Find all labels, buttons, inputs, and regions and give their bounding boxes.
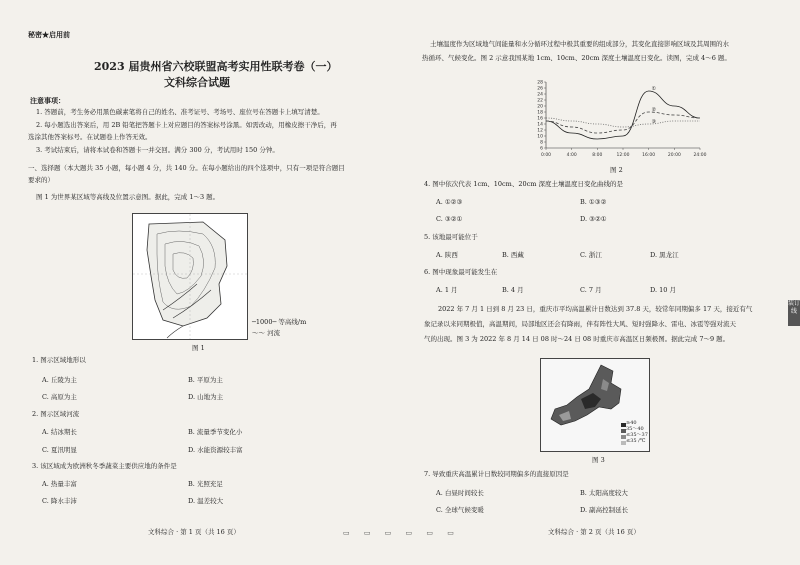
q2-option-c[interactable]: C. 夏汛明显 [42, 446, 77, 454]
note-2b: 选涂其他答案标号。在试题卷上作答无效。 [28, 133, 152, 141]
note-2: 2. 每小题选出答案后，用 2B 铅笔把答题卡上对应题目的答案标号涂黑。如需改动，用橡皮擦干净后，再 [36, 121, 337, 129]
q7-option-b[interactable]: B. 太阳高度较大 [580, 489, 628, 497]
passage-2-cont: 象记录以来同期极值，高温期间，局部地区还会有降雨，伴有阵性大风、短时强降水、雷电、冰雹等强对流天 [424, 320, 736, 328]
x-tick-label: 24:00 [693, 153, 707, 158]
passage-1: 土壤温度作为区域地气间能量和水分循环过程中极其重要的组成部分，其变化直接影响区域及其周围的水 [430, 40, 729, 48]
q3-option-d[interactable]: D. 温差较大 [188, 497, 224, 505]
fig1-caption: 图 1 [192, 344, 205, 352]
page-1 [12, 0, 402, 565]
q2-option-d[interactable]: D. 水能资源较丰富 [188, 446, 243, 454]
q2-option-a[interactable]: A. 结冰期长 [42, 428, 77, 436]
q7-option-c[interactable]: C. 全球气候变暖 [436, 506, 484, 514]
fig2-chart [524, 76, 710, 164]
q3-option-b[interactable]: B. 光照充足 [188, 480, 223, 488]
x-tick-label: 12:00 [616, 153, 630, 158]
question-2: 2. 图示区域河流 [32, 410, 80, 418]
y-tick-label: 28 [537, 80, 543, 86]
y-tick-label: 6 [540, 146, 543, 152]
x-tick-label: 0:00 [540, 153, 552, 158]
section-1-header-cont: 要求的） [28, 176, 54, 184]
q6-option-d[interactable]: D. 10 月 [650, 286, 676, 294]
question-1: 1. 图示区域地形以 [32, 356, 86, 364]
question-4: 4. 图中依次代表 1cm、10cm、20cm 深度土壤温度日变化曲线的是 [424, 180, 623, 188]
y-tick-label: 18 [537, 110, 543, 116]
q1-option-a[interactable]: A. 丘陵为主 [42, 376, 77, 384]
page-1-footer: 文科综合 · 第 1 页（共 16 页） [148, 528, 240, 536]
q5-option-d[interactable]: D. 黑龙江 [650, 251, 679, 259]
y-tick-label: 24 [537, 92, 543, 98]
y-tick-label: 26 [537, 86, 543, 92]
question-5: 5. 该地最可能位于 [424, 233, 478, 241]
fig3-caption: 图 3 [592, 456, 605, 464]
q4-option-b[interactable]: B. ①③② [580, 198, 607, 206]
note-3: 3. 考试结束后，请将本试卷和答题卡一并交回。满分 300 分，考试用时 150 分钟。 [36, 146, 279, 154]
q3-option-a[interactable]: A. 热量丰富 [42, 480, 77, 488]
q7-option-d[interactable]: D. 副高控制延长 [580, 506, 629, 514]
section-1-header: 一、选择题（本大题共 35 小题，每小题 4 分，共 140 分。在每小题给出的四个选项中，只有一项是符合题目 [28, 164, 345, 172]
question-7: 7. 导致重庆高温累计日数较同期偏多的直接原因是 [424, 470, 569, 478]
q7-option-a[interactable]: A. 白昼时间较长 [436, 489, 484, 497]
q5-option-a[interactable]: A. 陕西 [436, 251, 458, 259]
exam-subtitle: 文科综合试题 [164, 76, 230, 89]
q5-option-b[interactable]: B. 西藏 [502, 251, 524, 259]
secret-mark: 秘密★启用前 [28, 30, 70, 39]
question-3: 3. 该区域成为欧洲秋冬季蔬菜主要供应地的条件是 [32, 462, 177, 470]
q1-option-d[interactable]: D. 山地为主 [188, 393, 224, 401]
binding-tab: 装订线 [788, 300, 800, 326]
fig3-legend-2: 35～40 [626, 426, 644, 432]
y-tick-label: 16 [537, 116, 543, 122]
fig1-legend-contour: ─1000─ 等高线/m [252, 318, 307, 326]
x-tick-label: 8:00 [592, 153, 603, 158]
fig3-legend-3: ≤35～37 [626, 432, 648, 438]
q6-option-c[interactable]: C. 7 月 [580, 286, 602, 294]
q3-option-c[interactable]: C. 降水丰沛 [42, 497, 77, 505]
q6-option-a[interactable]: A. 1 月 [436, 286, 458, 294]
fig1-contour-map [132, 213, 248, 340]
series-line-2 [546, 112, 700, 133]
passage-2: 2022 年 7 月 1 日到 8 月 23 日，重庆市平均高温累计日数达到 37.8 天，较常年同期偏多 17 天，接近有气 [438, 305, 753, 313]
y-tick-label: 20 [537, 104, 543, 110]
q2-option-b[interactable]: B. 流量季节变化小 [188, 428, 243, 436]
y-tick-label: 14 [537, 122, 543, 128]
q4-option-d[interactable]: D. ③②① [580, 215, 607, 223]
passage-2-cont-2: 气的出现。图 3 为 2022 年 8 月 14 日 08 时～24 日 08 时重庆市高温区日频极图。据此完成 7～9 题。 [424, 335, 730, 343]
series-label-1: ① [651, 86, 657, 92]
passage-1-cont: 热循环、气候变化。图 2 示意我国某地 1cm、10cm、20cm 深度土壤温度日变化。读图，完成 4～6 题。 [422, 54, 731, 62]
fig2-caption: 图 2 [610, 166, 623, 174]
exam-title: 2023 届贵州省六校联盟高考实用性联考卷（一） [94, 60, 338, 73]
page-2 [412, 0, 800, 565]
fig1-legend-river: ～～ 河流 [252, 329, 281, 337]
q4-option-a[interactable]: A. ①②③ [436, 198, 463, 206]
q4-option-c[interactable]: C. ③②① [436, 215, 463, 223]
series-label-2: ② [651, 107, 657, 113]
series-label-3: ③ [651, 119, 657, 125]
q5-option-c[interactable]: C. 浙江 [580, 251, 602, 259]
series-line-3 [546, 118, 700, 127]
notes-heading: 注意事项： [30, 96, 65, 105]
q1-option-c[interactable]: C. 高原为主 [42, 393, 77, 401]
note-1: 1. 答题前，考生务必用黑色碳素笔将自己的姓名、准考证号、考场号、座位号在答题卡上填写清楚。 [36, 108, 324, 116]
q1-option-b[interactable]: B. 平原为主 [188, 376, 223, 384]
y-tick-label: 12 [537, 128, 543, 134]
y-tick-label: 10 [537, 134, 543, 140]
y-tick-label: 22 [537, 98, 543, 104]
x-tick-label: 20:00 [667, 153, 681, 158]
nav-dots: ▭ ▭ ▭ ▭ ▭ ▭ [343, 529, 460, 537]
question-6: 6. 图中现象最可能发生在 [424, 268, 498, 276]
y-tick-label: 8 [540, 140, 543, 146]
fig3-legend-4: ≤35 /℃ [626, 438, 646, 444]
fig1-intro: 图 1 为世界某区域等高线及位置示意图。据此，完成 1～3 题。 [36, 193, 220, 201]
page-2-footer: 文科综合 · 第 2 页（共 16 页） [548, 528, 640, 536]
x-tick-label: 4:00 [566, 153, 577, 158]
x-tick-label: 16:00 [642, 153, 656, 158]
fig3-legend-1: ≥40 [626, 420, 637, 426]
q6-option-b[interactable]: B. 4 月 [502, 286, 524, 294]
